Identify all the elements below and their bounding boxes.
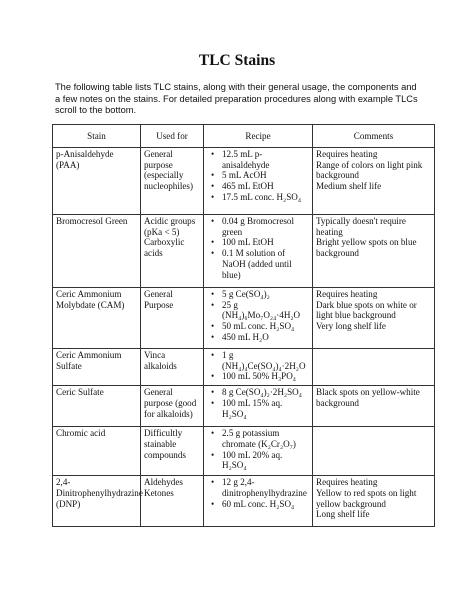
used-for-cell: Vinca alkaloids <box>141 349 204 386</box>
stain-cell: Ceric Ammonium Molybdate (CAM) <box>53 288 141 349</box>
recipe-cell <box>204 386 313 427</box>
comment-line: Dark blue spots on white or light blue background <box>316 299 417 321</box>
comments-cell <box>313 386 435 427</box>
recipe-item: • 5 mL AcOH <box>222 170 309 181</box>
recipe-cell <box>204 349 313 386</box>
stain-cell: 2,4-Dinitrophenylhydrazine (DNP) <box>53 476 141 527</box>
comments-cell <box>313 215 435 288</box>
recipe-item: • 60 mL conc. H₂SO₄ <box>222 499 309 510</box>
table-row <box>53 427 435 476</box>
used-for-cell: General Purpose <box>141 288 204 349</box>
recipe-item: • 17.5 mL conc. H₂SO₄ <box>222 192 309 203</box>
header-recipe: Recipe <box>204 125 313 148</box>
recipe-item: • 2.5 g potassium chromate (K₂Cr₂O₇) <box>222 428 309 449</box>
recipe-item: • 450 mL H₂O <box>222 332 309 343</box>
recipe-list <box>207 289 309 343</box>
recipe-list <box>207 428 309 471</box>
recipe-item: • 100 mL 15% aq. H₂SO₄ <box>222 398 309 419</box>
comment-line: Range of colors on light pink background <box>316 159 423 181</box>
recipe-item: • 100 mL 20% aq. H₂SO₄ <box>222 450 309 471</box>
table-row <box>53 288 435 349</box>
recipe-cell <box>204 476 313 527</box>
used-for-cell: General purpose (especially nucleophiles) <box>141 148 204 215</box>
used-for-cell: Acidic groups (pKa < 5) Carboxylic acids <box>141 215 204 288</box>
recipe-item: • 0.04 g Bromocresol green <box>222 216 309 237</box>
recipe-list <box>207 350 309 382</box>
recipe-item: • 465 mL EtOH <box>222 181 309 192</box>
recipe-item: • 100 mL EtOH <box>222 237 309 248</box>
recipe-item: • 12.5 mL p-anisaldehyde <box>222 149 309 170</box>
intro-paragraph: The following table lists TLC stains, along with their general usage, the components and a few notes on the stains. For detailed preparation procedures along with example TLCs scroll to the bottom. <box>55 82 418 116</box>
comment-line: Requires heating <box>316 149 378 159</box>
recipe-list <box>207 477 309 509</box>
comment-line: Requires heating <box>316 477 378 488</box>
header-stain: Stain <box>53 125 141 148</box>
recipe-cell <box>204 215 313 288</box>
recipe-item: • 5 g Ce(SO₄)₂ <box>222 289 309 300</box>
comment-line: Yellow to red spots on light yellow background <box>316 487 417 509</box>
recipe-list <box>207 216 309 280</box>
used-for-cell: Difficultly stainable compounds <box>141 427 204 476</box>
recipe-cell <box>204 427 313 476</box>
tlc-stains-table <box>52 124 435 527</box>
table-row <box>53 148 435 215</box>
recipe-list <box>207 149 309 203</box>
comment-line: Typically doesn't require heating <box>316 216 406 237</box>
used-for-cell: General purpose (good for alkaloids) <box>141 386 204 427</box>
recipe-cell <box>204 288 313 349</box>
recipe-list <box>207 387 309 419</box>
header-used-for: Used for <box>141 125 204 148</box>
comments-cell <box>313 288 435 349</box>
recipe-item: • 25 g (NH₄)₆Mo₇O₂₄·4H₂O <box>222 300 309 321</box>
table-header-row <box>53 125 435 148</box>
recipe-item: • 0.1 M solution of NaOH (added until blue) <box>222 248 309 280</box>
recipe-cell <box>204 148 313 215</box>
comments-cell <box>313 148 435 215</box>
header-comments: Comments <box>313 125 435 148</box>
recipe-item: • 12 g 2,4-dinitrophenylhydrazine <box>222 477 309 498</box>
comment-line: Medium shelf life <box>316 181 382 192</box>
recipe-item: • 100 mL 50% H₃PO₄ <box>222 371 309 382</box>
comment-line: Bright yellow spots on blue background <box>316 237 417 259</box>
comment-line: Very long shelf life <box>316 321 386 332</box>
stain-cell: Ceric Sulfate <box>53 386 141 427</box>
comments-cell <box>313 427 435 476</box>
comments-cell <box>313 349 435 386</box>
comment-line: Black spots on yellow-white background <box>316 387 420 408</box>
recipe-item: • 50 mL conc. H₂SO₄ <box>222 321 309 332</box>
comment-line: Long shelf life <box>316 509 370 520</box>
recipe-item: • 8 g Ce(SO₄)₂·2H₂SO₄ <box>222 387 309 398</box>
stain-cell: p-Anisaldehyde (PAA) <box>53 148 141 215</box>
stain-cell: Bromocresol Green <box>53 215 141 288</box>
table-row <box>53 215 435 288</box>
recipe-item: • 1 g (NH₄)₄Ce(SO₄)₄·2H₂O <box>222 350 309 371</box>
table-row <box>53 476 435 527</box>
stain-cell: Ceric Ammonium Sulfate <box>53 349 141 386</box>
document-title: TLC Stains <box>198 52 276 69</box>
table-row <box>53 349 435 386</box>
used-for-cell: Aldehydes Ketones <box>141 476 204 527</box>
stain-cell: Chromic acid <box>53 427 141 476</box>
table-row <box>53 386 435 427</box>
comment-line: Requires heating <box>316 289 378 299</box>
comments-cell <box>313 476 435 527</box>
